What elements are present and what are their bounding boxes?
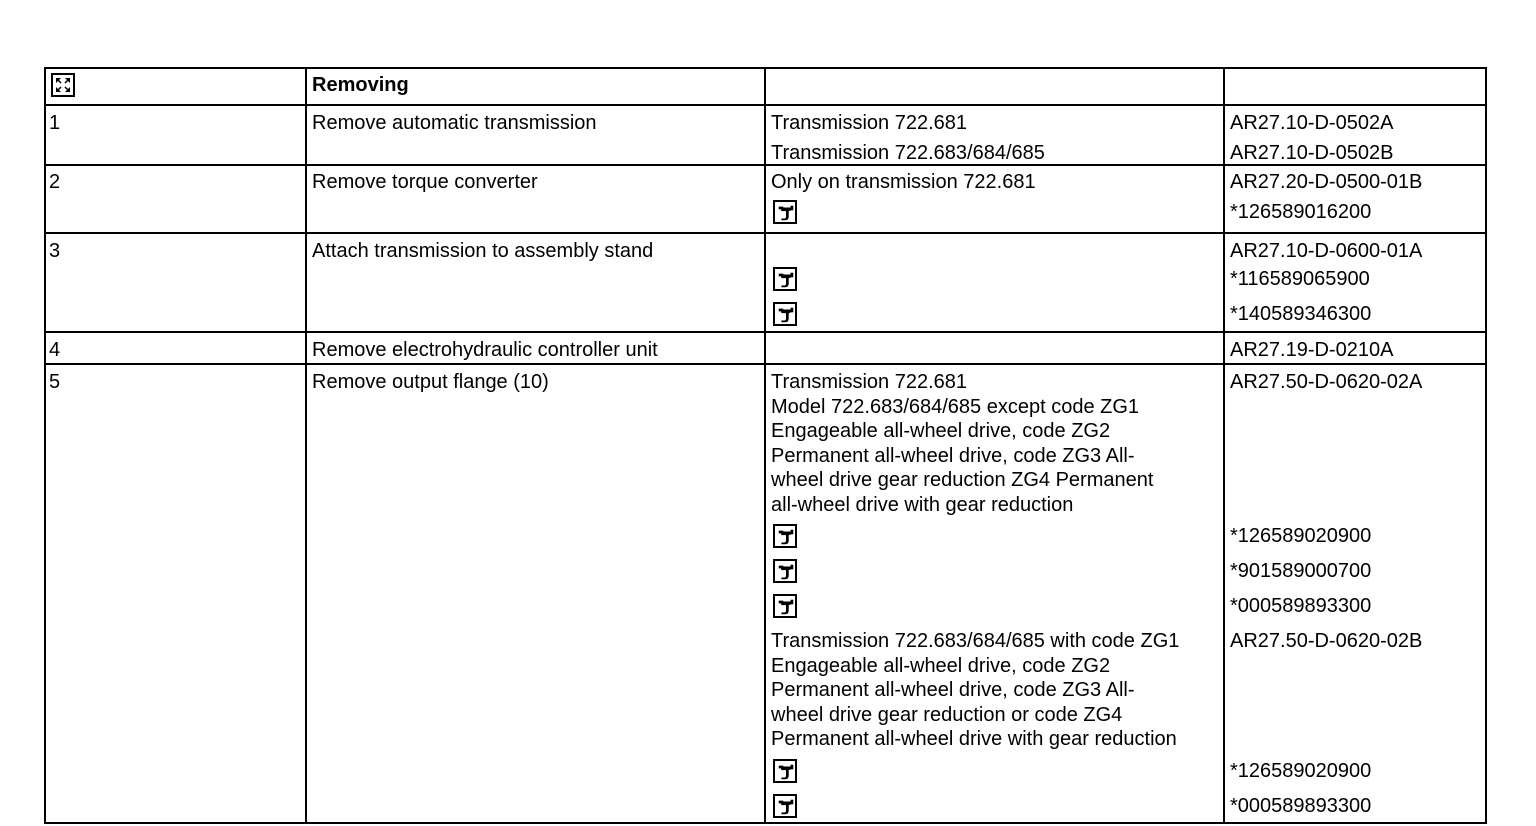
reference-link[interactable]: AR27.10-D-0502A bbox=[1230, 112, 1394, 134]
reference-link[interactable]: AR27.10-D-0502B bbox=[1230, 142, 1394, 164]
step-action: Attach transmission to assembly stand bbox=[312, 240, 654, 262]
column-divider bbox=[305, 69, 307, 822]
condition-text: Only on transmission 722.681 bbox=[771, 171, 1036, 193]
special-tool-icon[interactable] bbox=[773, 302, 797, 326]
reference-link[interactable]: AR27.20-D-0500-01B bbox=[1230, 171, 1423, 193]
tool-number-link[interactable]: *126589020900 bbox=[1230, 760, 1372, 782]
row-divider bbox=[46, 232, 1485, 234]
step-number: 2 bbox=[49, 171, 61, 193]
special-tool-icon[interactable] bbox=[773, 200, 797, 224]
column-divider bbox=[1223, 69, 1225, 822]
special-tool-icon[interactable] bbox=[773, 759, 797, 783]
condition-text: Transmission 722.683/684/685 bbox=[771, 142, 1045, 164]
tool-number-link[interactable]: *000589893300 bbox=[1230, 595, 1372, 617]
step-action: Remove output flange (10) bbox=[312, 371, 549, 393]
row-divider bbox=[46, 363, 1485, 365]
condition-text: Transmission 722.683/684/685 with code ZG1 Engageable all-wheel drive, code ZG2 Permanent all-wheel drive, code ZG3 All- wheel drive gear reduction or code ZG4 Permanent all-wheel drive with gear reduction bbox=[771, 630, 1180, 750]
tool-number-link[interactable]: *126589020900 bbox=[1230, 525, 1372, 547]
tool-number-link[interactable]: *126589016200 bbox=[1230, 201, 1372, 223]
reference-link[interactable]: AR27.50-D-0620-02B bbox=[1230, 630, 1423, 652]
reference-link[interactable]: AR27.19-D-0210A bbox=[1230, 339, 1394, 361]
step-number: 5 bbox=[49, 371, 61, 393]
tool-number-link[interactable]: *116589065900 bbox=[1230, 268, 1370, 290]
work-steps-table bbox=[44, 67, 1487, 824]
tool-number-link[interactable]: *140589346300 bbox=[1230, 303, 1372, 325]
condition-text: Transmission 722.681 Model 722.683/684/685 except code ZG1 Engageable all-wheel drive, code ZG2 Permanent all-wheel drive, code ZG3 All- wheel drive gear reduction ZG4 Permanent all-wheel drive with gear reduction bbox=[771, 371, 1154, 516]
step-action: Remove torque converter bbox=[312, 171, 538, 193]
reference-link[interactable]: AR27.10-D-0600-01A bbox=[1230, 240, 1423, 262]
special-tool-icon[interactable] bbox=[773, 524, 797, 548]
section-title: Removing bbox=[312, 74, 409, 96]
tool-number-link[interactable]: *000589893300 bbox=[1230, 795, 1372, 817]
reference-link[interactable]: AR27.50-D-0620-02A bbox=[1230, 371, 1423, 393]
step-number: 3 bbox=[49, 240, 61, 262]
step-number: 4 bbox=[49, 339, 61, 361]
row-divider bbox=[46, 331, 1485, 333]
column-divider bbox=[764, 69, 766, 822]
special-tool-icon[interactable] bbox=[773, 267, 797, 291]
step-action: Remove automatic transmission bbox=[312, 112, 597, 134]
tool-number-link[interactable]: *901589000700 bbox=[1230, 560, 1372, 582]
special-tool-icon[interactable] bbox=[773, 594, 797, 618]
step-action: Remove electrohydraulic controller unit bbox=[312, 339, 658, 361]
row-divider bbox=[46, 104, 1485, 106]
condition-text: Transmission 722.681 bbox=[771, 112, 968, 134]
expand-arrows-icon[interactable] bbox=[51, 73, 75, 97]
special-tool-icon[interactable] bbox=[773, 794, 797, 818]
step-number: 1 bbox=[49, 112, 61, 134]
special-tool-icon[interactable] bbox=[773, 559, 797, 583]
